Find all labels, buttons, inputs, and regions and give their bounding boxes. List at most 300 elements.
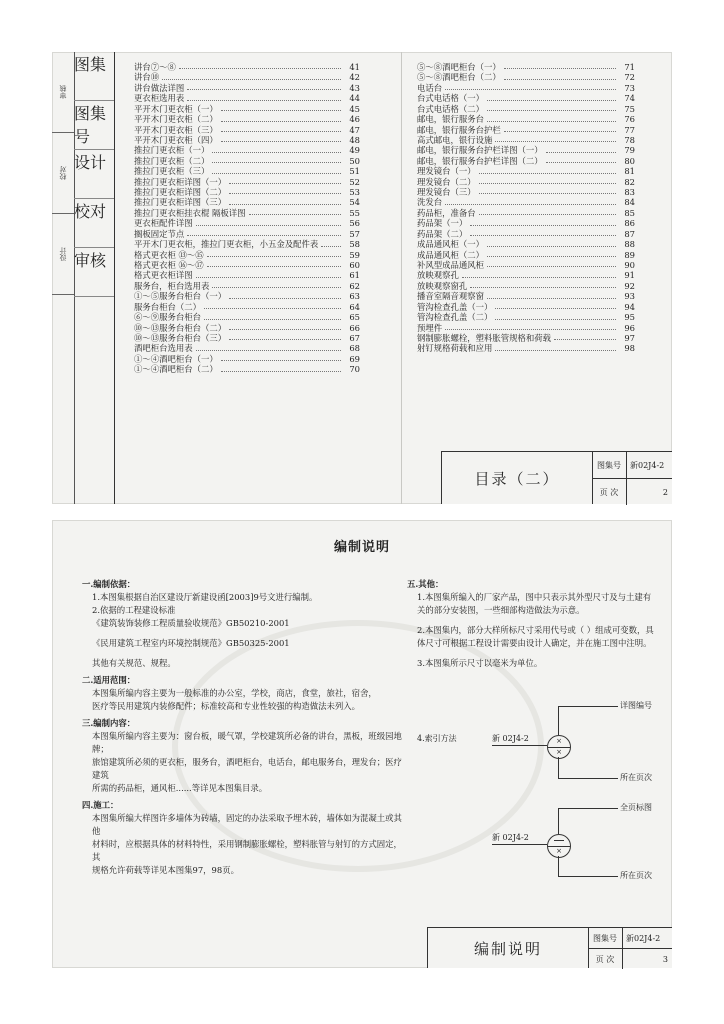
toc-entry	[134, 364, 360, 374]
toc-entry-title: 格式更衣柜详图	[134, 270, 193, 281]
toc-entry	[417, 125, 635, 135]
sidebar-cell	[52, 52, 74, 133]
toc-entry-page: 75	[624, 103, 635, 114]
toc-entry-page: 69	[349, 353, 360, 364]
sidebar-cell	[74, 101, 114, 150]
toc-leader-dots	[495, 343, 616, 350]
toc-entry	[417, 229, 635, 239]
toc-entry-title: 预埋件	[417, 322, 443, 333]
toc-entry-page: 66	[349, 322, 360, 333]
toc-entry-page: 43	[349, 82, 360, 93]
toc-leader-dots	[546, 145, 616, 152]
toc-entry-title: 讲台做法详图	[134, 82, 185, 93]
paragraph-line: 1.本图集根据自治区建设厅新建设函[2003]9号文进行编制。	[92, 592, 318, 602]
toc-entry-page: 51	[349, 166, 360, 177]
toc-entry-page: 89	[624, 249, 635, 260]
toc-entry-title: 补风型成品通风柜	[417, 260, 484, 271]
toc-leader-dots	[487, 250, 616, 257]
toc-entry-title: 放映观察窗孔	[417, 280, 468, 291]
toc-right-column	[417, 62, 635, 354]
page-no-label: 页 次	[592, 479, 627, 505]
sidebar-cell	[74, 150, 114, 199]
index-atlas-code-2: 新 02J4-2	[492, 833, 529, 842]
toc-entry-title: 推拉门更衣柜详图（一）	[134, 176, 227, 187]
section-heading: 二.适用范围：	[82, 675, 136, 685]
toc-leader-dots	[479, 177, 616, 184]
toc-entry-page: 91	[624, 270, 635, 281]
toc-entry-title: ①～④酒吧柜台（一）	[134, 353, 218, 364]
toc-entry	[417, 72, 635, 82]
toc-leader-dots	[487, 114, 616, 121]
toc-entry	[417, 239, 635, 249]
toc-entry	[417, 156, 635, 166]
toc-entry-title: 成品通风柜（一）	[417, 239, 484, 250]
toc-entry-title: 药品架（一）	[417, 218, 468, 229]
toc-leader-dots	[229, 177, 341, 184]
toc-entry-page: 48	[349, 134, 360, 145]
paragraph-line: 2.依据的工程建设标准	[92, 605, 176, 615]
toc-entry-page: 67	[349, 332, 360, 343]
toc-leader-dots	[495, 302, 616, 309]
toc-entry	[134, 312, 360, 322]
index-method-label: 4.索引方法	[417, 734, 457, 743]
toc-entry	[417, 114, 635, 124]
toc-entry	[417, 104, 635, 114]
toc-entry-title: 管沟检查孔盖（二）	[417, 312, 493, 323]
sidebar-label: 图集号	[74, 104, 107, 146]
toc-leader-dots	[554, 333, 616, 340]
toc-entry-title: 洗发台	[417, 197, 443, 208]
toc-leader-dots	[187, 93, 341, 100]
toc-entry	[134, 218, 360, 228]
toc-entry	[417, 62, 635, 72]
toc-leader-dots	[487, 104, 616, 111]
index-atlas-code-1: 新 02J4-2	[492, 734, 529, 743]
section-heading: 一.编制依据：	[82, 579, 136, 589]
toc-entry	[417, 135, 635, 145]
toc-entry-page: 85	[624, 207, 635, 218]
toc-leader-dots	[221, 114, 341, 121]
toc-entry-title: 台式电话格（一）	[417, 93, 484, 104]
spacer	[82, 630, 402, 637]
toc-entry-title: 邮电，银行服务台护栏详图（一）	[417, 145, 543, 156]
toc-entry	[134, 239, 360, 249]
atlas-no-value: 新02J4-2	[630, 460, 665, 470]
sidebar-label: 设计	[74, 153, 107, 172]
sidebar-label: 校对	[59, 166, 67, 180]
toc-entry	[134, 187, 360, 197]
toc-entry-title: 药品架（二）	[417, 228, 468, 239]
toc-entry-title: 平开木门更衣柜（四）	[134, 134, 218, 145]
toc-entry-title: 管沟检查孔盖（一）	[417, 301, 493, 312]
toc-entry	[134, 354, 360, 364]
toc-entry-page: 80	[624, 155, 635, 166]
toc-entry-title: 更衣柜配件详图	[134, 218, 193, 229]
toc-entry	[134, 250, 360, 260]
toc-entry-page: 74	[624, 93, 635, 104]
index-circle-detail: × ×	[547, 735, 571, 759]
paragraph-line: 关的部分安装图，一些细部构造做法为示意。	[417, 605, 585, 615]
toc-leader-dots	[546, 156, 616, 163]
toc-leader-dots	[470, 229, 616, 236]
toc-entry-page: 59	[349, 249, 360, 260]
toc-entry-title: 格式更衣柜 ⑯～⑰	[134, 260, 204, 271]
toc-entry-page: 53	[349, 187, 360, 198]
toc-entry	[134, 72, 360, 82]
toc-leader-dots	[221, 104, 341, 111]
toc-entry-page: 41	[349, 62, 360, 72]
sidebar-cell	[74, 248, 114, 297]
toc-entry-page: 46	[349, 114, 360, 125]
paragraph-line: 3.本图集所示尺寸以毫米为单位。	[417, 658, 543, 668]
toc-entry-page: 61	[349, 270, 360, 281]
toc-entry	[417, 93, 635, 103]
toc-entry	[417, 270, 635, 280]
annotation-page-2: 所在页次	[620, 871, 652, 880]
toc-entry-title: 服务台，柜台选用表	[134, 280, 210, 291]
sidebar-cell	[52, 133, 74, 214]
toc-entry	[417, 323, 635, 333]
toc-entry-page: 44	[349, 93, 360, 104]
explanation-left-column	[82, 574, 402, 877]
sidebar-cell	[74, 199, 114, 248]
toc-leader-dots	[495, 135, 616, 142]
toc-entry-page: 84	[624, 197, 635, 208]
toc-entry	[134, 208, 360, 218]
toc-entry-page: 47	[349, 124, 360, 135]
toc-entry-title: 推拉门更衣柜详图（二）	[134, 187, 227, 198]
title-block	[427, 927, 672, 968]
toc-entry-title: 更衣柜选用表	[134, 93, 185, 104]
sidebar-cell	[74, 52, 114, 101]
toc-entry-page: 94	[624, 301, 635, 312]
atlas-no-label: 图集号	[592, 452, 627, 478]
toc-entry-page: 93	[624, 291, 635, 302]
toc-entry-page: 77	[624, 124, 635, 135]
toc-entry-page: 81	[624, 166, 635, 177]
toc-leader-dots	[204, 302, 341, 309]
toc-leader-dots	[204, 312, 341, 319]
toc-page	[52, 52, 672, 504]
toc-entry	[134, 135, 360, 145]
toc-entry	[134, 177, 360, 187]
page-no-value: 3	[662, 954, 668, 964]
toc-leader-dots	[487, 239, 616, 246]
toc-entry	[417, 260, 635, 270]
toc-entry	[134, 156, 360, 166]
toc-entry	[134, 291, 360, 301]
toc-entry-page: 76	[624, 114, 635, 125]
sidebar-cell	[52, 214, 74, 295]
toc-leader-dots	[487, 93, 616, 100]
toc-entry-title: ①～⑤服务台柜台（一）	[134, 291, 227, 302]
annotation-full-view: 全页标图	[620, 803, 652, 812]
toc-leader-dots	[487, 291, 616, 298]
toc-leader-dots	[221, 125, 341, 132]
toc-entry-page: 57	[349, 228, 360, 239]
toc-entry-title: 药品柜，准备台	[417, 207, 476, 218]
toc-leader-dots	[196, 270, 341, 277]
toc-entry-page: 63	[349, 291, 360, 302]
toc-entry	[417, 197, 635, 207]
toc-entry-page: 72	[624, 72, 635, 83]
toc-entry-page: 83	[624, 187, 635, 198]
toc-entry	[417, 343, 635, 353]
page-divider	[401, 52, 402, 504]
page-no-value: 2	[662, 487, 668, 497]
toc-leader-dots	[207, 260, 341, 267]
toc-entry-title: ⑤～⑧酒吧柜台（二）	[417, 72, 501, 83]
toc-entry-title: ⑥～⑨服务台柜台	[134, 312, 201, 323]
toc-entry-title: 推拉门更衣柜（三）	[134, 166, 210, 177]
page-title: 编制说明	[333, 540, 390, 555]
toc-entry	[417, 302, 635, 312]
page-no-label: 页 次	[588, 949, 623, 969]
paragraph-line: 本图集所编大样图许多墙体为砖墙，固定的办法采取予埋木砖，墙体如为混凝土或其他	[92, 813, 402, 836]
toc-entry-title: 搁板固定节点	[134, 228, 185, 239]
toc-left-column	[134, 62, 360, 375]
toc-entry-title: 邮电，银行服务台护栏详图（二）	[417, 155, 543, 166]
toc-entry-title: 高式邮电，银行设施	[417, 134, 493, 145]
spacer	[407, 650, 667, 657]
toc-leader-dots	[321, 239, 341, 246]
paragraph-line: 医疗等民用建筑内装修配件；标准较高和专业性较强的构造做法未列入。	[92, 701, 360, 711]
paragraph-line: 材料时，应根据具体的材料特性，采用钢制膨胀螺栓，塑料胀管与射钉的方式固定，其	[92, 839, 402, 862]
toc-leader-dots	[504, 72, 616, 79]
toc-leader-dots	[470, 281, 616, 288]
toc-entry	[417, 281, 635, 291]
toc-entry	[134, 343, 360, 353]
toc-entry	[134, 260, 360, 270]
section-heading: 三.编制内容：	[82, 718, 136, 728]
toc-entry	[134, 114, 360, 124]
toc-entry	[134, 333, 360, 343]
paragraph-line: 《民用建筑工程室内环境控制规范》GB50325-2001	[92, 638, 290, 648]
toc-leader-dots	[229, 187, 341, 194]
toc-entry	[134, 145, 360, 155]
section-heading: 五.其他：	[407, 579, 444, 589]
toc-entry-page: 62	[349, 280, 360, 291]
toc-entry-page: 65	[349, 312, 360, 323]
title-block-name: 编制说明	[428, 928, 589, 968]
toc-entry-title: 讲台⑩	[134, 72, 160, 83]
toc-entry-page: 71	[624, 62, 635, 72]
toc-entry-title: 平开木门更衣柜（一）	[134, 103, 218, 114]
toc-entry-page: 42	[349, 72, 360, 83]
sidebar-label: 设计	[59, 247, 67, 261]
toc-entry	[417, 291, 635, 301]
toc-entry-page: 55	[349, 207, 360, 218]
toc-leader-dots	[504, 125, 616, 132]
toc-leader-dots	[229, 197, 341, 204]
toc-entry-page: 98	[624, 343, 635, 354]
paragraph-line: 2.本图集内，部分大样所标尺寸采用代号或（ ）组成可变数，具	[417, 625, 654, 635]
toc-entry-page: 86	[624, 218, 635, 229]
toc-entry-title: 理发镜台（二）	[417, 176, 476, 187]
toc-leader-dots	[221, 364, 341, 371]
toc-entry-page: 60	[349, 260, 360, 271]
paragraph-line: 本图集所编内容主要为一般标准的办公室，学校，商店，食堂，旅社，宿舍，	[92, 688, 377, 698]
toc-entry	[134, 83, 360, 93]
toc-leader-dots	[487, 260, 616, 267]
toc-entry	[134, 125, 360, 135]
toc-entry-page: 50	[349, 155, 360, 166]
sidebar-label: 审核	[74, 251, 107, 270]
toc-entry	[417, 187, 635, 197]
toc-entry-page: 96	[624, 322, 635, 333]
sidebar-approval-column	[74, 52, 115, 504]
paragraph-line: 所需的药品柜，通风柜......等详见本图集目录。	[92, 783, 268, 793]
toc-leader-dots	[196, 218, 341, 225]
toc-entry-page: 97	[624, 332, 635, 343]
toc-leader-dots	[445, 323, 616, 330]
toc-entry-page: 58	[349, 239, 360, 250]
toc-entry	[417, 177, 635, 187]
toc-entry	[417, 145, 635, 155]
annotation-detail-no: 详图编号	[620, 701, 652, 710]
toc-leader-dots	[479, 187, 616, 194]
toc-entry-title: 推拉门更衣柜（一）	[134, 145, 210, 156]
toc-leader-dots	[229, 323, 341, 330]
toc-entry-page: 95	[624, 312, 635, 323]
index-circle-full: ×	[547, 834, 571, 858]
toc-leader-dots	[212, 145, 341, 152]
toc-entry-title: 讲台⑦～⑧	[134, 62, 176, 72]
toc-entry	[417, 208, 635, 218]
paragraph-line: 规格允许荷载等详见本图集97，98页。	[92, 865, 239, 875]
toc-leader-dots	[221, 135, 341, 142]
title-block	[441, 451, 672, 504]
toc-entry-title: 播音室隔音观察窗	[417, 291, 484, 302]
toc-entry-title: 推拉门更衣柜详图（三）	[134, 197, 227, 208]
toc-entry	[134, 302, 360, 312]
toc-leader-dots	[187, 83, 341, 90]
toc-leader-dots	[196, 343, 341, 350]
toc-entry-title: 射钉规格荷载和应用	[417, 343, 493, 354]
paragraph-line: 其他有关规范、规程。	[92, 658, 176, 668]
toc-entry-title: 平开木门更衣柜，推拉门更衣柜，小五金及配件表	[134, 239, 319, 250]
toc-entry-title: 酒吧柜台选用表	[134, 343, 193, 354]
toc-leader-dots	[249, 208, 341, 215]
toc-entry	[417, 333, 635, 343]
toc-entry-title: ①～④酒吧柜台（二）	[134, 364, 218, 375]
toc-entry-title: 理发镜台（三）	[417, 187, 476, 198]
annotation-page-1: 所在页次	[620, 773, 652, 782]
atlas-no-label: 图集号	[588, 928, 623, 948]
sidebar-label: 图集	[74, 55, 107, 74]
paragraph-line: 本图集所编内容主要为：窗台板，暖气罩，学校建筑所必备的讲台，黑板，班级园地牌；	[92, 731, 402, 754]
toc-entry-page: 92	[624, 280, 635, 291]
toc-entry	[417, 250, 635, 260]
toc-entry-title: 邮电，银行服务台	[417, 114, 484, 125]
toc-entry-page: 78	[624, 134, 635, 145]
paragraph-line: 《建筑装饰装修工程质量验收规范》GB50210-2001	[92, 618, 290, 628]
toc-entry-page: 56	[349, 218, 360, 229]
toc-leader-dots	[207, 250, 341, 257]
toc-entry-page: 79	[624, 145, 635, 156]
toc-leader-dots	[229, 333, 341, 340]
toc-entry-title: 台式电话格（二）	[417, 103, 484, 114]
toc-entry-title: 邮电，银行服务台护栏	[417, 124, 501, 135]
explanation-page	[52, 520, 672, 968]
toc-entry-title: ⑤～⑧酒吧柜台（一）	[417, 62, 501, 72]
toc-leader-dots	[162, 72, 341, 79]
sidebar-label: 校对	[74, 202, 107, 221]
toc-leader-dots	[479, 166, 616, 173]
toc-entry-page: 87	[624, 228, 635, 239]
toc-entry	[417, 218, 635, 228]
toc-leader-dots	[179, 62, 341, 69]
toc-leader-dots	[445, 83, 616, 90]
toc-entry-page: 45	[349, 103, 360, 114]
section-heading: 四.施工：	[82, 800, 119, 810]
toc-entry	[134, 323, 360, 333]
toc-entry	[134, 281, 360, 291]
toc-entry	[417, 312, 635, 322]
toc-entry-title: 钢制膨胀螺栓，塑料胀管规格和荷载	[417, 332, 551, 343]
toc-entry-page: 70	[349, 364, 360, 375]
toc-entry-page: 82	[624, 176, 635, 187]
toc-leader-dots	[470, 218, 616, 225]
toc-leader-dots	[187, 229, 341, 236]
paragraph-line: 旅馆建筑所必须的更衣柜，服务台，酒吧柜台，电话台，邮电服务台，理发台；医疗建筑	[92, 757, 402, 780]
paragraph-line: 体尺寸可根据工程设计需要由设计人确定，并在施工图中注明。	[417, 638, 652, 648]
toc-entry	[134, 229, 360, 239]
toc-leader-dots	[445, 197, 616, 204]
atlas-no-value: 新02J4-2	[626, 933, 661, 943]
toc-entry-title: ⑩～⑬服务台柜台（三）	[134, 332, 227, 343]
toc-entry-page: 73	[624, 82, 635, 93]
spacer	[407, 617, 667, 624]
title-block-name: 目录（二）	[442, 452, 593, 504]
toc-entry	[134, 197, 360, 207]
sidebar-signature-column	[52, 52, 75, 504]
toc-entry	[134, 104, 360, 114]
toc-entry-title: 推拉门更衣柜挂衣棍 隔板详图	[134, 207, 246, 218]
toc-leader-dots	[229, 291, 341, 298]
toc-entry	[134, 62, 360, 72]
toc-leader-dots	[212, 156, 341, 163]
explanation-right-column	[407, 574, 667, 670]
paragraph-line: 1.本图集所编入的厂家产品，图中只表示其外型尺寸及与土建有	[417, 592, 652, 602]
toc-entry	[134, 270, 360, 280]
toc-entry-title: 理发镜台（一）	[417, 166, 476, 177]
toc-entry-page: 49	[349, 145, 360, 156]
toc-entry-page: 68	[349, 343, 360, 354]
toc-entry	[417, 166, 635, 176]
toc-entry-page: 90	[624, 260, 635, 271]
spacer	[82, 650, 402, 657]
sidebar-label: 审核	[59, 85, 67, 99]
toc-entry-page: 64	[349, 301, 360, 312]
toc-entry-page: 54	[349, 197, 360, 208]
toc-entry-page: 88	[624, 239, 635, 250]
toc-entry-title: 服务台柜台（二）	[134, 301, 201, 312]
toc-entry-title: 放映观察孔	[417, 270, 459, 281]
toc-entry	[417, 83, 635, 93]
toc-entry-title: 平开木门更衣柜（三）	[134, 124, 218, 135]
toc-leader-dots	[504, 62, 616, 69]
toc-leader-dots	[212, 281, 341, 288]
toc-entry-title: 格式更衣柜 ⑬～⑮	[134, 249, 204, 260]
toc-leader-dots	[221, 354, 341, 361]
toc-entry-page: 52	[349, 176, 360, 187]
toc-entry-title: 电话台	[417, 82, 443, 93]
toc-entry-title: ⑩～⑬服务台柜台（二）	[134, 322, 227, 333]
toc-leader-dots	[479, 208, 616, 215]
toc-leader-dots	[495, 312, 616, 319]
toc-leader-dots	[462, 270, 616, 277]
